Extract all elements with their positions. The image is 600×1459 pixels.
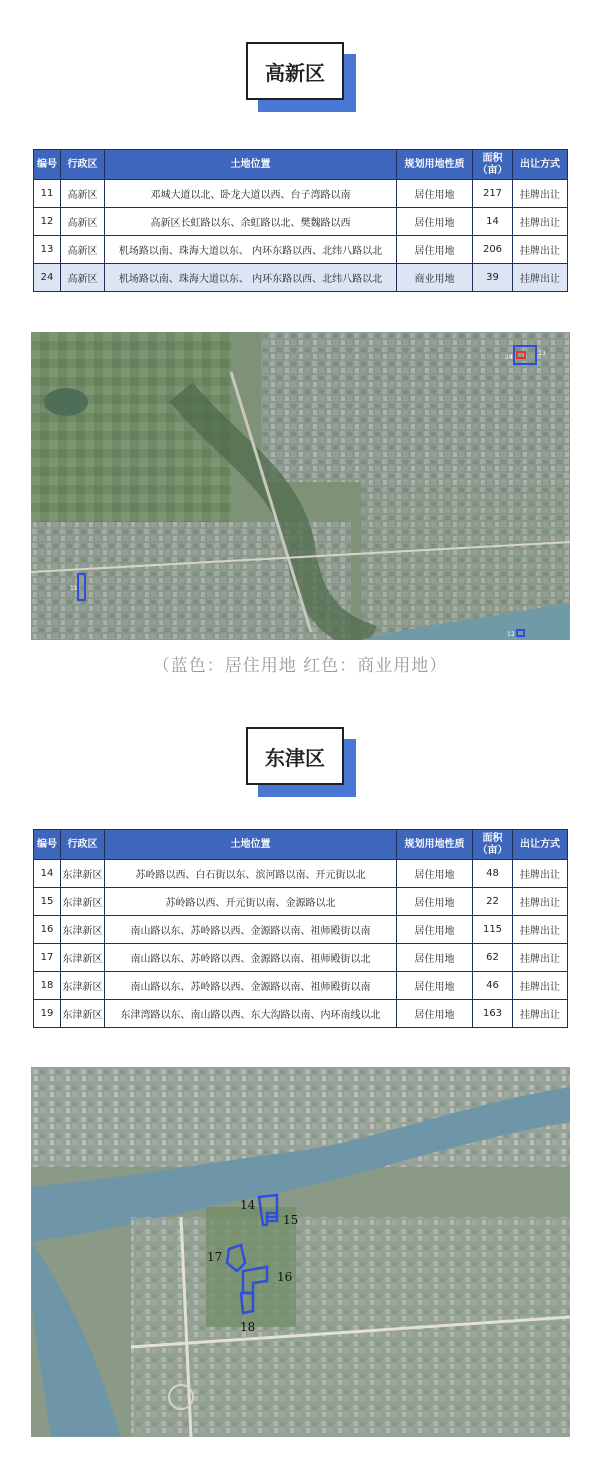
map-label-14: 14 (240, 1198, 256, 1212)
land-table-dongjin (33, 829, 568, 1028)
cell-method: 挂牌出让 (513, 888, 568, 916)
cell-district: 东津新区 (61, 888, 105, 916)
cell-method: 挂牌出让 (513, 180, 568, 208)
section-title-label: 高新区 (246, 42, 344, 100)
header-number: 编号 (34, 830, 61, 860)
header-land-use: 规划用地性质 (397, 830, 473, 860)
cell-district: 高新区 (61, 180, 105, 208)
legend-caption: （蓝色：居住用地 红色：商业用地） (152, 656, 448, 676)
cell-area: 22 (473, 888, 513, 916)
cell-area: 163 (473, 1000, 513, 1028)
cell-location: 高新区长虹路以东、余虹路以北、樊魏路以西 (105, 208, 397, 236)
cell-method: 挂牌出让 (513, 236, 568, 264)
cell-location: 南山路以东、苏岭路以西、金源路以南、祖师殿街以南 (105, 916, 397, 944)
map-label-16: 16 (277, 1270, 293, 1284)
cell-number: 13 (34, 236, 61, 264)
map-lake (44, 388, 88, 416)
cell-district: 高新区 (61, 264, 105, 292)
section-title-dongjin (246, 727, 356, 797)
header-area: 面积（亩） (473, 150, 513, 180)
cell-land-use: 商业用地 (397, 264, 473, 292)
cell-land-use: 居住用地 (397, 1000, 473, 1028)
land-table-gaoxin (33, 149, 568, 292)
table-row (34, 208, 568, 236)
cell-district: 高新区 (61, 208, 105, 236)
cell-land-use: 居住用地 (397, 916, 473, 944)
map-urban-north (261, 332, 570, 482)
cell-district: 东津新区 (61, 916, 105, 944)
cell-method: 挂牌出让 (513, 1000, 568, 1028)
cell-location: 南山路以东、苏岭路以西、金源路以南、祖师殿街以南 (105, 972, 397, 1000)
table-header-row (34, 830, 568, 860)
header-location: 土地位置 (105, 150, 397, 180)
cell-number: 19 (34, 1000, 61, 1028)
header-land-use: 规划用地性质 (397, 150, 473, 180)
cell-location: 南山路以东、苏岭路以西、金源路以南、祖师殿街以北 (105, 944, 397, 972)
map-label-15: 15 (283, 1213, 299, 1227)
header-area: 面积（亩） (473, 830, 513, 860)
cell-district: 东津新区 (61, 972, 105, 1000)
cell-location: 机场路以南、珠海大道以东、 内环东路以西、北纬八路以北 (105, 236, 397, 264)
cell-method: 挂牌出让 (513, 916, 568, 944)
table-row (34, 888, 568, 916)
cell-number: 24 (34, 264, 61, 292)
cell-number: 11 (34, 180, 61, 208)
cell-land-use: 居住用地 (397, 944, 473, 972)
cell-land-use: 居住用地 (397, 972, 473, 1000)
table-header-row (34, 150, 568, 180)
cell-number: 16 (34, 916, 61, 944)
table-row (34, 180, 568, 208)
cell-area: 206 (473, 236, 513, 264)
table-row (34, 916, 568, 944)
cell-district: 高新区 (61, 236, 105, 264)
cell-method: 挂牌出让 (513, 208, 568, 236)
cell-area: 39 (473, 264, 513, 292)
map-label-12: 12 (507, 631, 515, 638)
header-method: 出让方式 (513, 830, 568, 860)
table-row (34, 1000, 568, 1028)
section-title-label: 东津区 (246, 727, 344, 785)
cell-land-use: 居住用地 (397, 236, 473, 264)
header-method: 出让方式 (513, 150, 568, 180)
header-district: 行政区 (61, 830, 105, 860)
cell-location: 邓城大道以北、卧龙大道以西、台子湾路以南 (105, 180, 397, 208)
map-label-17: 17 (207, 1250, 223, 1264)
table-row (34, 972, 568, 1000)
cell-method: 挂牌出让 (513, 860, 568, 888)
cell-land-use: 居住用地 (397, 208, 473, 236)
map-label-13: 13 (538, 350, 546, 357)
cell-number: 14 (34, 860, 61, 888)
cell-number: 15 (34, 888, 61, 916)
table-row (34, 944, 568, 972)
table-row (34, 264, 568, 292)
header-district: 行政区 (61, 150, 105, 180)
cell-land-use: 居住用地 (397, 888, 473, 916)
header-number: 编号 (34, 150, 61, 180)
cell-number: 12 (34, 208, 61, 236)
map-label-18: 18 (240, 1320, 256, 1334)
cell-district: 东津新区 (61, 944, 105, 972)
cell-number: 18 (34, 972, 61, 1000)
map-label-11: 11 (70, 585, 78, 592)
table-row (34, 236, 568, 264)
satellite-map-dongjin (31, 1067, 570, 1437)
cell-district: 东津新区 (61, 1000, 105, 1028)
map-label-24: 24 (505, 354, 513, 361)
table-row (34, 860, 568, 888)
cell-area: 46 (473, 972, 513, 1000)
cell-method: 挂牌出让 (513, 264, 568, 292)
cell-area: 62 (473, 944, 513, 972)
cell-district: 东津新区 (61, 860, 105, 888)
satellite-map-gaoxin (31, 332, 570, 640)
cell-area: 48 (473, 860, 513, 888)
cell-land-use: 居住用地 (397, 180, 473, 208)
cell-area: 217 (473, 180, 513, 208)
section-title-gaoxin (246, 42, 356, 112)
cell-land-use: 居住用地 (397, 860, 473, 888)
header-location: 土地位置 (105, 830, 397, 860)
cell-area: 115 (473, 916, 513, 944)
map-urban-dongjin (131, 1217, 570, 1437)
cell-number: 17 (34, 944, 61, 972)
cell-location: 苏岭路以西、白石街以东、滨河路以南、开元街以北 (105, 860, 397, 888)
cell-area: 14 (473, 208, 513, 236)
cell-location: 机场路以南、珠海大道以东、 内环东路以西、北纬八路以北 (105, 264, 397, 292)
cell-location: 苏岭路以西、开元街以南、金源路以北 (105, 888, 397, 916)
cell-location: 东津湾路以东、南山路以西、东大沟路以南、内环南线以北 (105, 1000, 397, 1028)
cell-method: 挂牌出让 (513, 972, 568, 1000)
cell-method: 挂牌出让 (513, 944, 568, 972)
